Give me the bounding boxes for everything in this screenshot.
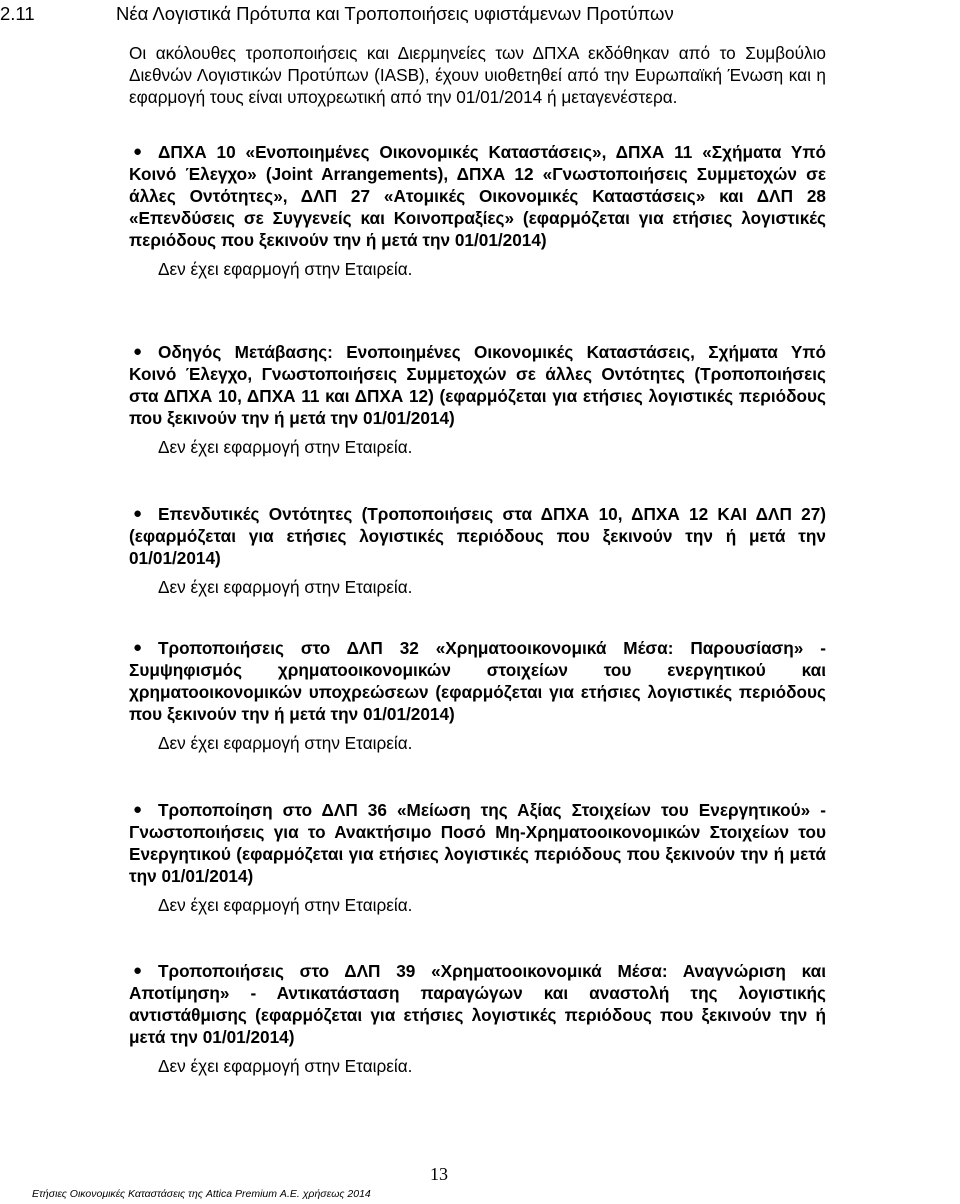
- bullet-icon: ●: [133, 801, 143, 818]
- item-text: Τροποποίηση στο ΔΛΠ 36 «Μείωση της Αξίας Στοιχείων του Ενεργητικού» - Γνωστοποιήσεις για το Ανακτήσιμο Ποσό Μη-Χρηματοοικονομικών Στοιχείων του Ενεργητικού (εφαρμόζεται για ετήσιες λογιστικές περιόδους που ξεκινούν την ή μετά την 01/01/2014): [129, 800, 826, 886]
- list-item: [129, 503, 826, 598]
- item-note: Δεν έχει εφαρμογή στην Εταιρεία.: [158, 437, 413, 457]
- item-note: Δεν έχει εφαρμογή στην Εταιρεία.: [158, 259, 413, 279]
- list-item: [129, 637, 826, 754]
- intro-paragraph: Οι ακόλουθες τροποποιήσεις και Διερμηνείες των ΔΠΧΑ εκδόθηκαν από το Συμβούλιο Διεθνών Λογιστικών Προτύπων (IASB), έχουν υιοθετηθεί από την Ευρωπαϊκή Ένωση και η εφαρμογή τους είναι υποχρεωτική από την 01/01/2014 ή μεταγενέστερα.: [129, 43, 826, 107]
- bullet-icon: ●: [133, 639, 143, 656]
- bullet-icon: ●: [133, 343, 143, 360]
- item-note: Δεν έχει εφαρμογή στην Εταιρεία.: [158, 1056, 413, 1076]
- item-text: Τροποποιήσεις στο ΔΛΠ 39 «Χρηματοοικονομικά Μέσα: Αναγνώριση και Αποτίμηση» - Αντικατάσταση παραγώγων και αναστολή της λογιστικής αντιστάθμισης (εφαρμόζεται για ετήσιες λογιστικές περιόδους που ξεκινούν την ή μετά την 01/01/2014): [129, 961, 826, 1047]
- bullet-icon: ●: [133, 505, 143, 522]
- item-text: Οδηγός Μετάβασης: Ενοποιημένες Οικονομικές Καταστάσεις, Σχήματα Υπό Κοινό Έλεγχο, Γνωστοποιήσεις Συμμετοχών σε άλλες Οντότητες (Τροποποιήσεις στα ΔΠΧΑ 10, ΔΠΧΑ 11 και ΔΠΧΑ 12) (εφαρμόζεται για ετήσιες λογιστικές περιόδους που ξεκινούν την ή μετά την 01/01/2014): [129, 342, 826, 428]
- list-item: [129, 141, 826, 280]
- section-number: 2.11: [0, 3, 35, 24]
- item-note: Δεν έχει εφαρμογή στην Εταιρεία.: [158, 577, 413, 597]
- section-title: Νέα Λογιστικά Πρότυπα και Τροποποιήσεις υφιστάμενων Προτύπων: [116, 3, 674, 24]
- item-note: Δεν έχει εφαρμογή στην Εταιρεία.: [158, 733, 413, 753]
- item-text: Επενδυτικές Οντότητες (Τροποποιήσεις στα ΔΠΧΑ 10, ΔΠΧΑ 12 ΚΑΙ ΔΛΠ 27) (εφαρμόζεται για ετήσιες λογιστικές περιόδους που ξεκινούν την ή μετά την 01/01/2014): [129, 504, 826, 568]
- page-footer: Ετήσιες Οικονομικές Καταστάσεις της Attica Premium Α.Ε. χρήσεως 2014: [32, 1188, 371, 1200]
- item-text: ΔΠΧΑ 10 «Ενοποιημένες Οικονομικές Καταστάσεις», ΔΠΧΑ 11 «Σχήματα Υπό Κοινό Έλεγχο» (Joint Arrangements), ΔΠΧΑ 12 «Γνωστοποιήσεις Συμμετοχών σε άλλες Οντότητες», ΔΛΠ 27 «Ατομικές Οικονομικές Καταστάσεις» και ΔΛΠ 28 «Επενδύσεις σε Συγγενείς και Κοινοπραξίες» (εφαρμόζεται για ετήσιες λογιστικές περιόδους που ξεκινούν την ή μετά την 01/01/2014): [129, 142, 826, 250]
- item-text: Τροποποιήσεις στο ΔΛΠ 32 «Χρηματοοικονομικά Μέσα: Παρουσίαση» - Συμψηφισμός χρηματοοικονομικών στοιχείων του ενεργητικού και χρηματοοικονομικών υποχρεώσεων (εφαρμόζεται για ετήσιες λογιστικές περιόδους που ξεκινούν την ή μετά την 01/01/2014): [129, 638, 826, 724]
- bullet-icon: ●: [133, 143, 143, 160]
- list-item: [129, 799, 826, 916]
- list-item: [129, 341, 826, 458]
- item-note: Δεν έχει εφαρμογή στην Εταιρεία.: [158, 895, 413, 915]
- page-number: 13: [430, 1164, 448, 1184]
- bullet-icon: ●: [133, 962, 143, 979]
- list-item: [129, 960, 826, 1077]
